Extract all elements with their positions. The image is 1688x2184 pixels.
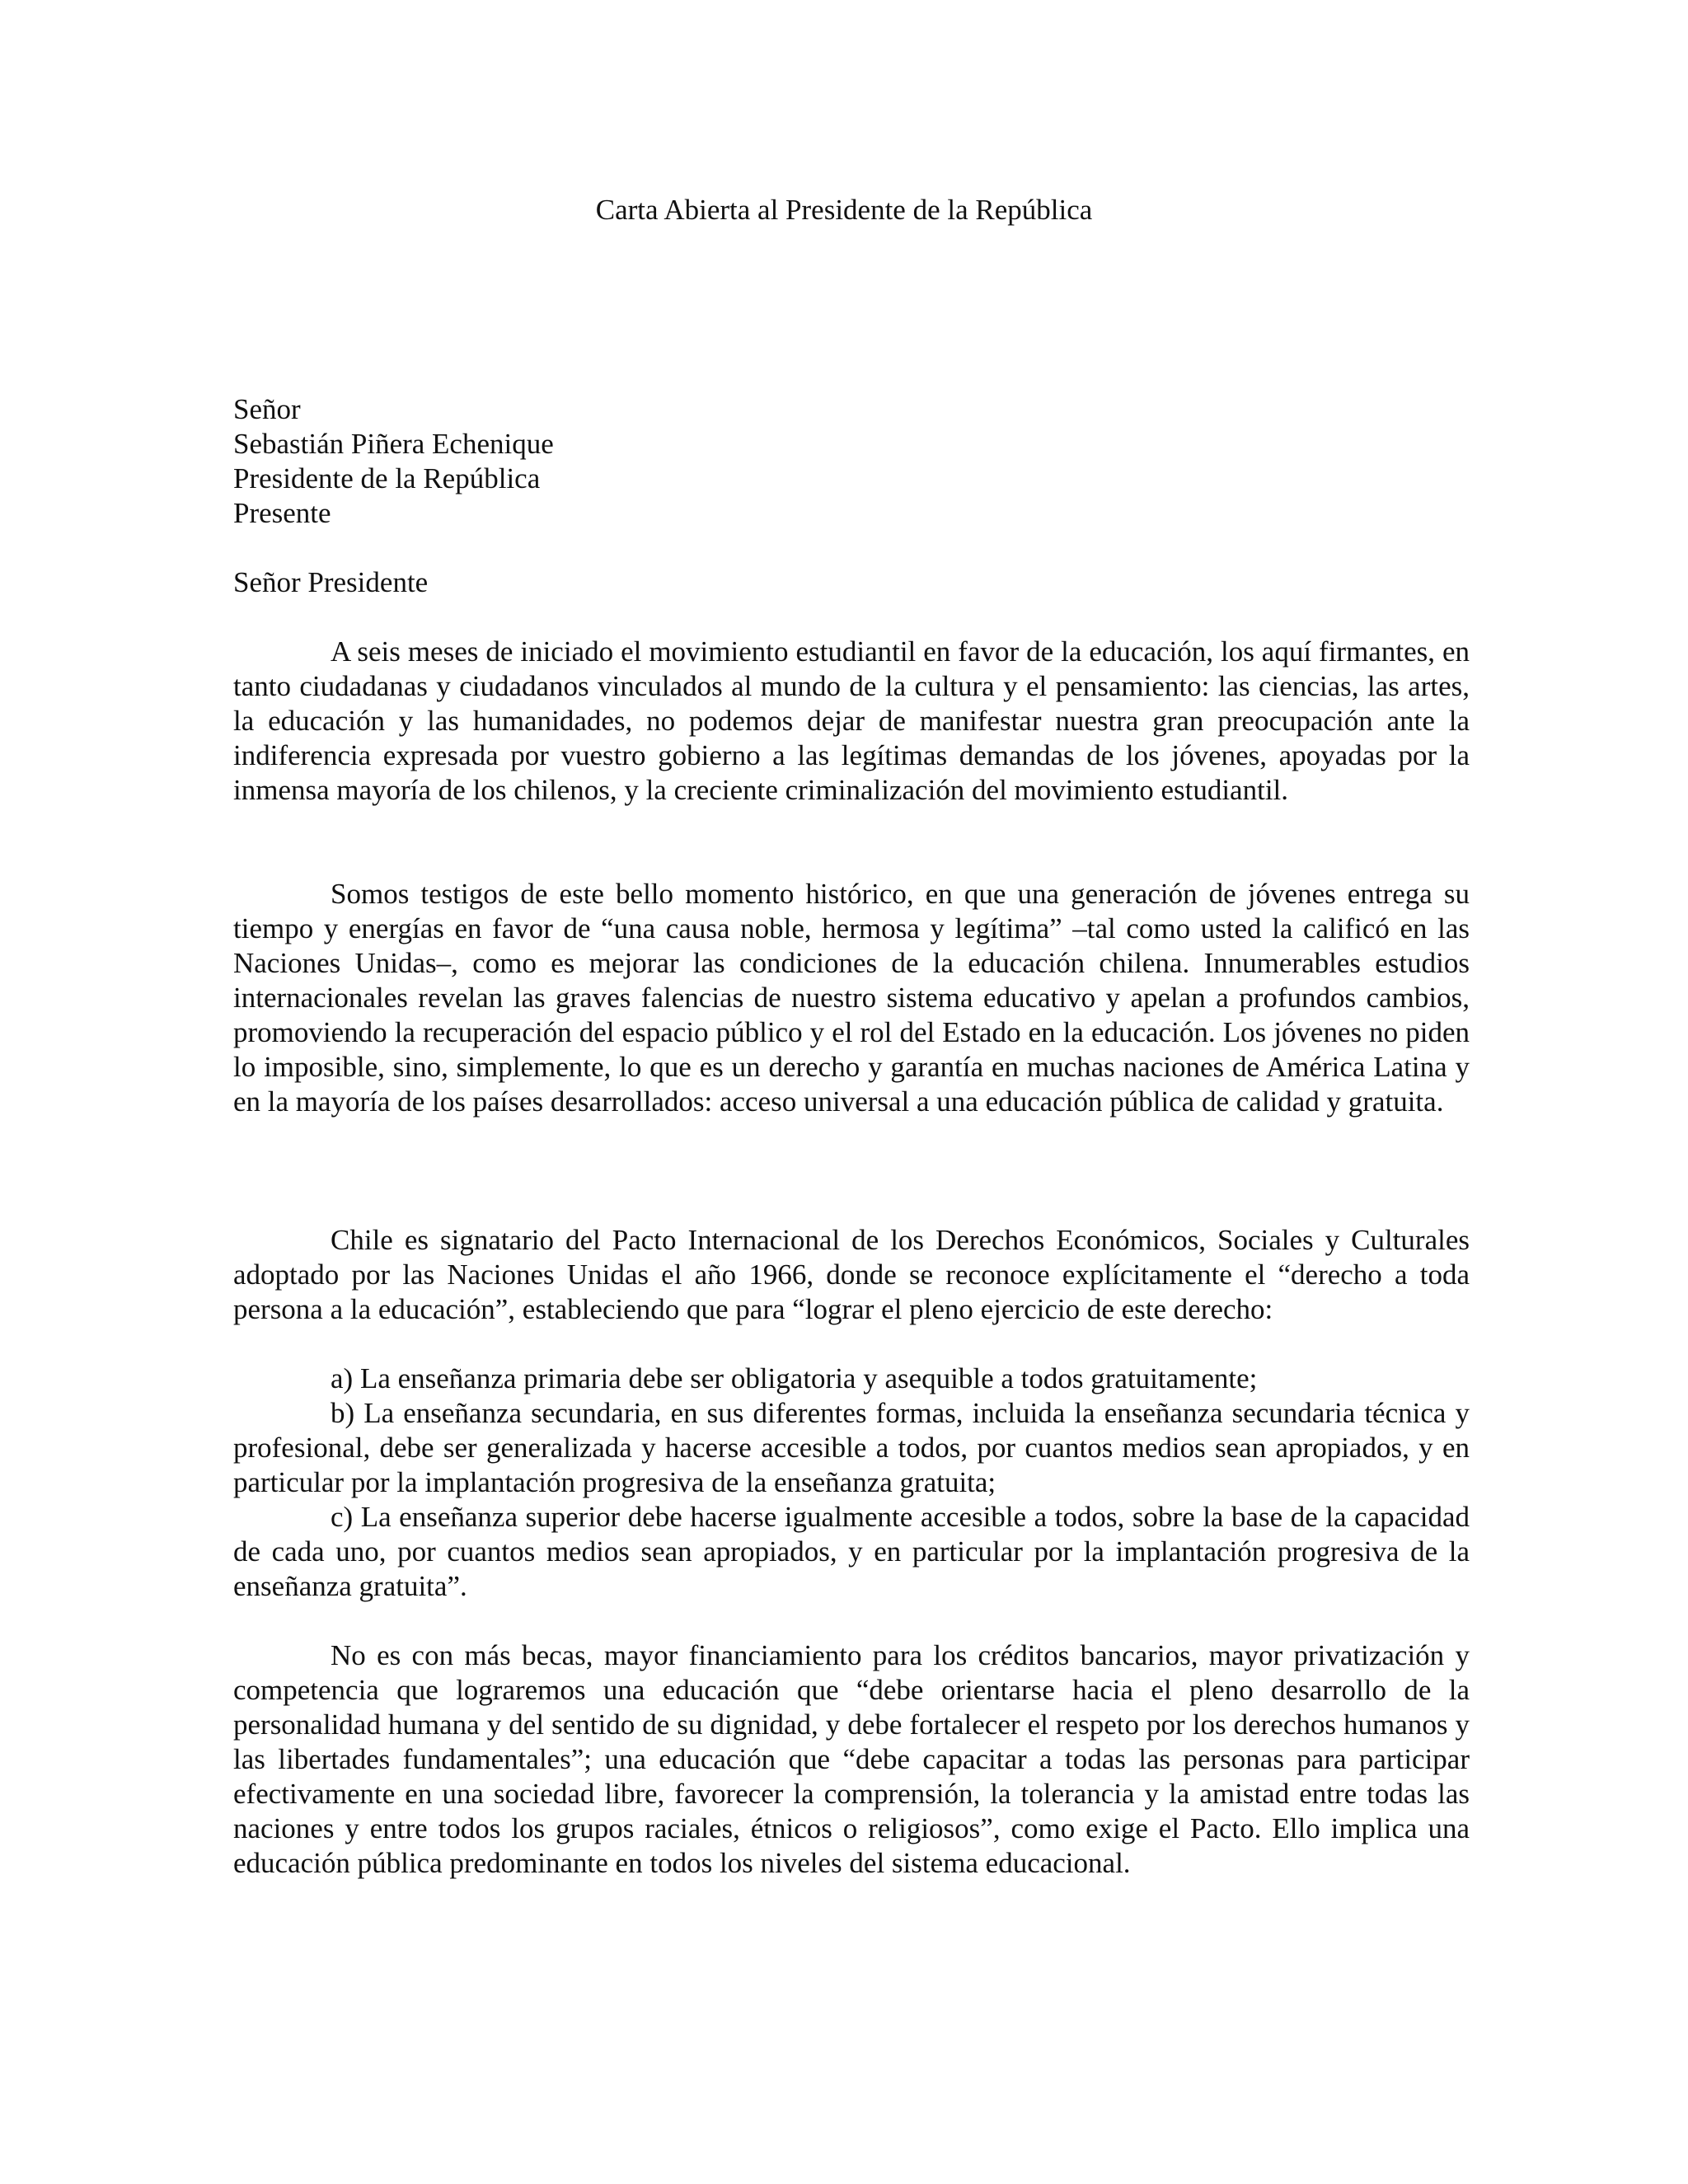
addressee-line: Señor (233, 393, 301, 425)
paragraph-1: A seis meses de iniciado el movimiento estudiantil en favor de la educación, los aquí firmantes, en tanto ciudadanas y ciudadanos vinculados al mundo de la cultura y el pensamiento: las ciencias, las artes, la educación y las humanidades, no podemos dejar de manifestar nuestra gran preocupación ante la indiferencia expresada por vuestro gobierno a las legítimas demandas de los jóvenes, apoyadas por la inmensa mayoría de los chilenos, y la creciente criminalización del movimiento estudiantil. (233, 635, 1470, 806)
addressee-line: Presente (233, 497, 331, 529)
list-item-b: b) La enseñanza secundaria, en sus diferentes formas, incluida la enseñanza secundaria técnica y profesional, debe ser generalizada y hacerse accesible a todos, por cuantos medios sean apropiados, y en particular por la implantación progresiva de la enseñanza gratuita; (233, 1397, 1470, 1498)
addressee-line: Sebastián Piñera Echenique (233, 428, 554, 460)
list-item-a: a) La enseñanza primaria debe ser obligatoria y asequible a todos gratuitamente; (331, 1362, 1258, 1394)
paragraph-3: Chile es signatario del Pacto Internacional de los Derechos Económicos, Sociales y Culturales adoptado por las Naciones Unidas el año 1966, donde se reconoce explícitamente el “derecho a toda persona a la educación”, estableciendo que para “lograr el pleno ejercicio de este derecho: (233, 1224, 1470, 1325)
paragraph-2: Somos testigos de este bello momento histórico, en que una generación de jóvenes entrega su tiempo y energías en favor de “una causa noble, hermosa y legítima” –tal como usted la calificó en las Naciones Unidas–, como es mejorar las condiciones de la educación chilena. Innumerables estudios internacionales revelan las graves falencias de nuestro sistema educativo y apelan a profundos cambios, promoviendo la recuperación del espacio público y el rol del Estado en la educación. Los jóvenes no piden lo imposible, sino, simplemente, lo que es un derecho y garantía en muchas naciones de América Latina y en la mayoría de los países desarrollados: acceso universal a una educación pública de calidad y gratuita. (233, 878, 1470, 1118)
salutation: Señor Presidente (233, 566, 429, 598)
list-item-c: c) La enseñanza superior debe hacerse igualmente accesible a todos, sobre la base de la capacidad de cada uno, por cuantos medios sean apropiados, y en particular por la implantación progresiva de la enseñanza gratuita”. (233, 1501, 1470, 1602)
letter-title: Carta Abierta al Presidente de la República (595, 194, 1093, 226)
addressee-line: Presidente de la República (233, 462, 541, 494)
paragraph-4: No es con más becas, mayor financiamiento para los créditos bancarios, mayor privatización y competencia que lograremos una educación que “debe orientarse hacia el pleno desarrollo de la personalidad humana y del sentido de su dignidad, y debe fortalecer el respeto por los derechos humanos y las libertades fundamentales”; una educación que “debe capacitar a todas las personas para participar efectivamente en una sociedad libre, favorecer la comprensión, la tolerancia y la amistad entre todas las naciones y entre todos los grupos raciales, étnicos o religiosos”, como exige el Pacto. Ello implica una educación pública predominante en todos los niveles del sistema educacional. (233, 1639, 1470, 1879)
addressee-block (233, 392, 1470, 531)
